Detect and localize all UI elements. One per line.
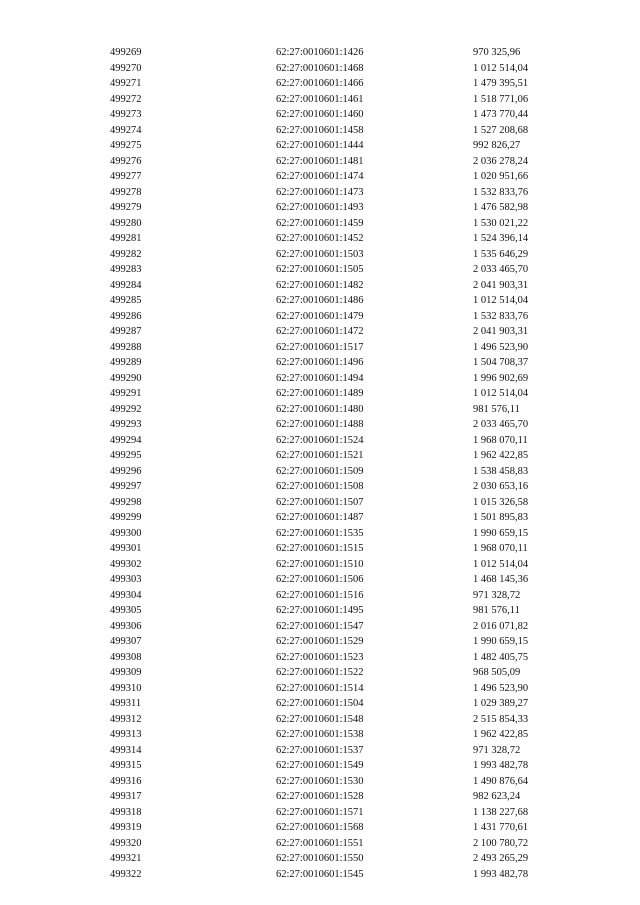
table-row (0, 820, 640, 836)
table-row (0, 433, 640, 449)
table-row (0, 371, 640, 387)
cadastral-value-cell: 1 138 227,68 (473, 806, 529, 818)
row-number-cell: 499286 (110, 310, 142, 322)
cadastral-value-cell: 1 473 770,44 (473, 109, 529, 120)
table-row (0, 557, 640, 573)
row-number-cell: 499282 (110, 248, 142, 260)
cadastral-number-cell: 62:27:0010601:1481 (276, 155, 364, 167)
cadastral-number-cell: 62:27:0010601:1503 (276, 248, 364, 260)
cadastral-value-cell: 1 482 405,75 (473, 651, 529, 663)
cadastral-number-cell: 62:27:0010601:1549 (276, 760, 364, 771)
cadastral-value-cell: 1 524 396,14 (473, 233, 529, 244)
table-row (0, 123, 640, 139)
row-number-cell: 499271 (110, 78, 142, 89)
row-number-cell: 499285 (110, 295, 142, 306)
table-row (0, 805, 640, 821)
table-row (0, 650, 640, 666)
table-row (0, 107, 640, 123)
cadastral-number-cell: 62:27:0010601:1524 (276, 434, 364, 446)
cadastral-value-cell: 1 490 876,64 (473, 775, 529, 787)
cadastral-value-cell: 2 016 071,82 (473, 620, 529, 632)
table-row (0, 758, 640, 774)
cadastral-value-cell: 1 468 145,36 (473, 574, 529, 585)
table-row (0, 603, 640, 619)
cadastral-value-cell: 2 041 903,31 (473, 326, 529, 337)
cadastral-number-cell: 62:27:0010601:1472 (276, 326, 364, 337)
table-row (0, 231, 640, 247)
cadastral-value-cell: 1 535 646,29 (473, 248, 529, 260)
row-number-cell: 499309 (110, 667, 142, 678)
table-row (0, 309, 640, 325)
cadastral-number-cell: 62:27:0010601:1489 (276, 388, 364, 399)
row-number-cell: 499310 (110, 682, 142, 694)
cadastral-value-cell: 1 968 070,11 (473, 543, 528, 554)
cadastral-value-cell: 981 576,11 (473, 605, 520, 616)
cadastral-number-cell: 62:27:0010601:1479 (276, 310, 364, 322)
row-number-cell: 499280 (110, 217, 142, 229)
table-row (0, 448, 640, 464)
row-number-cell: 499273 (110, 109, 142, 120)
cadastral-value-cell: 1 527 208,68 (473, 124, 529, 136)
row-number-cell: 499319 (110, 822, 142, 833)
cadastral-number-cell: 62:27:0010601:1473 (276, 186, 364, 198)
cadastral-value-cell: 1 496 523,90 (473, 341, 529, 353)
row-number-cell: 499272 (110, 93, 142, 105)
cadastral-value-cell: 971 328,72 (473, 589, 521, 601)
row-number-cell: 499317 (110, 791, 142, 802)
row-number-cell: 499304 (110, 589, 142, 601)
table-row (0, 836, 640, 852)
cadastral-value-cell: 2 030 653,16 (473, 481, 529, 492)
row-number-cell: 499284 (110, 279, 142, 291)
table-row (0, 278, 640, 294)
cadastral-number-cell: 62:27:0010601:1515 (276, 543, 364, 554)
cadastral-value-cell: 1 020 951,66 (473, 171, 529, 182)
cadastral-value-cell: 1 496 523,90 (473, 682, 529, 694)
cadastral-value-cell: 1 431 770,61 (473, 822, 529, 833)
row-number-cell: 499320 (110, 837, 142, 849)
table-row (0, 138, 640, 154)
table-row (0, 743, 640, 759)
table-row (0, 402, 640, 418)
row-number-cell: 499313 (110, 729, 142, 740)
cadastral-number-cell: 62:27:0010601:1505 (276, 264, 364, 275)
row-number-cell: 499322 (110, 868, 142, 880)
table-row (0, 464, 640, 480)
cadastral-number-cell: 62:27:0010601:1496 (276, 357, 364, 368)
row-number-cell: 499292 (110, 403, 142, 415)
cadastral-value-cell: 1 538 458,83 (473, 465, 529, 477)
table-row (0, 665, 640, 681)
cadastral-value-cell: 970 325,96 (473, 47, 521, 58)
cadastral-number-cell: 62:27:0010601:1568 (276, 822, 364, 833)
cadastral-number-cell: 62:27:0010601:1452 (276, 233, 364, 244)
cadastral-value-cell: 1 518 771,06 (473, 93, 529, 105)
cadastral-value-cell: 1 993 482,78 (473, 760, 529, 771)
cadastral-value-cell: 2 033 465,70 (473, 419, 529, 430)
row-number-cell: 499300 (110, 527, 142, 539)
cadastral-value-cell: 2 100 780,72 (473, 837, 529, 849)
row-number-cell: 499275 (110, 140, 142, 151)
row-number-cell: 499279 (110, 202, 142, 213)
cadastral-value-cell: 992 826,27 (473, 140, 521, 151)
cadastral-number-cell: 62:27:0010601:1506 (276, 574, 364, 585)
cadastral-value-cell: 1 962 422,85 (473, 450, 529, 461)
cadastral-value-cell: 1 012 514,04 (473, 558, 529, 570)
cadastral-number-cell: 62:27:0010601:1494 (276, 372, 364, 384)
cadastral-value-cell: 1 532 833,76 (473, 310, 529, 322)
table-row (0, 510, 640, 526)
row-number-cell: 499303 (110, 574, 142, 585)
cadastral-number-cell: 62:27:0010601:1517 (276, 341, 364, 353)
row-number-cell: 499316 (110, 775, 142, 787)
row-number-cell: 499289 (110, 357, 142, 368)
row-number-cell: 499288 (110, 341, 142, 353)
row-number-cell: 499297 (110, 481, 142, 492)
cadastral-value-cell: 1 012 514,04 (473, 62, 529, 74)
cadastral-number-cell: 62:27:0010601:1510 (276, 558, 364, 570)
cadastral-number-cell: 62:27:0010601:1495 (276, 605, 364, 616)
row-number-cell: 499287 (110, 326, 142, 337)
table-row (0, 340, 640, 356)
table-row (0, 696, 640, 712)
cadastral-number-cell: 62:27:0010601:1444 (276, 140, 364, 151)
cadastral-value-cell: 971 328,72 (473, 744, 521, 756)
table-row (0, 774, 640, 790)
cadastral-number-cell: 62:27:0010601:1571 (276, 806, 364, 818)
cadastral-value-cell: 1 012 514,04 (473, 295, 529, 306)
cadastral-number-cell: 62:27:0010601:1514 (276, 682, 364, 694)
cadastral-value-cell: 1 990 659,15 (473, 527, 529, 539)
table-row (0, 154, 640, 170)
row-number-cell: 499315 (110, 760, 142, 771)
row-number-cell: 499293 (110, 419, 142, 430)
cadastral-number-cell: 62:27:0010601:1551 (276, 837, 364, 849)
row-number-cell: 499295 (110, 450, 142, 461)
cadastral-value-cell: 1 015 326,58 (473, 496, 529, 508)
table-row (0, 572, 640, 588)
cadastral-value-cell: 1 962 422,85 (473, 729, 529, 740)
cadastral-value-cell: 1 504 708,37 (473, 357, 529, 368)
cadastral-value-cell: 2 493 265,29 (473, 853, 529, 864)
cadastral-value-cell: 1 476 582,98 (473, 202, 529, 213)
cadastral-value-table (0, 45, 640, 882)
cadastral-number-cell: 62:27:0010601:1486 (276, 295, 364, 306)
cadastral-number-cell: 62:27:0010601:1474 (276, 171, 364, 182)
row-number-cell: 499294 (110, 434, 142, 446)
cadastral-value-cell: 1 501 895,83 (473, 512, 529, 523)
table-row (0, 92, 640, 108)
row-number-cell: 499318 (110, 806, 142, 818)
table-row (0, 541, 640, 557)
row-number-cell: 499305 (110, 605, 142, 616)
cadastral-number-cell: 62:27:0010601:1523 (276, 651, 364, 663)
table-row (0, 324, 640, 340)
cadastral-number-cell: 62:27:0010601:1460 (276, 109, 364, 120)
table-row (0, 200, 640, 216)
table-row (0, 262, 640, 278)
cadastral-number-cell: 62:27:0010601:1458 (276, 124, 364, 136)
cadastral-number-cell: 62:27:0010601:1530 (276, 775, 364, 787)
row-number-cell: 499301 (110, 543, 142, 554)
cadastral-number-cell: 62:27:0010601:1535 (276, 527, 364, 539)
row-number-cell: 499274 (110, 124, 142, 136)
row-number-cell: 499290 (110, 372, 142, 384)
cadastral-number-cell: 62:27:0010601:1507 (276, 496, 364, 508)
table-row (0, 588, 640, 604)
table-row (0, 851, 640, 867)
row-number-cell: 499269 (110, 47, 142, 58)
table-row (0, 867, 640, 883)
row-number-cell: 499276 (110, 155, 142, 167)
row-number-cell: 499281 (110, 233, 142, 244)
table-row (0, 417, 640, 433)
cadastral-number-cell: 62:27:0010601:1488 (276, 419, 364, 430)
row-number-cell: 499270 (110, 62, 142, 74)
cadastral-number-cell: 62:27:0010601:1459 (276, 217, 364, 229)
table-row (0, 293, 640, 309)
table-row (0, 712, 640, 728)
row-number-cell: 499321 (110, 853, 142, 864)
cadastral-number-cell: 62:27:0010601:1509 (276, 465, 364, 477)
table-row (0, 495, 640, 511)
row-number-cell: 499306 (110, 620, 142, 632)
table-row (0, 479, 640, 495)
row-number-cell: 499311 (110, 698, 142, 709)
cadastral-number-cell: 62:27:0010601:1538 (276, 729, 364, 740)
table-row (0, 45, 640, 61)
cadastral-value-cell: 2 515 854,33 (473, 713, 529, 725)
cadastral-value-cell: 1 479 395,51 (473, 78, 529, 89)
row-number-cell: 499299 (110, 512, 142, 523)
cadastral-number-cell: 62:27:0010601:1545 (276, 868, 364, 880)
cadastral-number-cell: 62:27:0010601:1516 (276, 589, 364, 601)
row-number-cell: 499314 (110, 744, 142, 756)
table-row (0, 61, 640, 77)
table-row (0, 355, 640, 371)
cadastral-number-cell: 62:27:0010601:1550 (276, 853, 364, 864)
cadastral-value-cell: 2 041 903,31 (473, 279, 529, 291)
cadastral-number-cell: 62:27:0010601:1487 (276, 512, 364, 523)
cadastral-number-cell: 62:27:0010601:1493 (276, 202, 364, 213)
row-number-cell: 499302 (110, 558, 142, 570)
cadastral-number-cell: 62:27:0010601:1529 (276, 636, 364, 647)
cadastral-value-cell: 1 532 833,76 (473, 186, 529, 198)
table-row (0, 619, 640, 635)
cadastral-value-cell: 1 996 902,69 (473, 372, 529, 384)
cadastral-number-cell: 62:27:0010601:1461 (276, 93, 364, 105)
row-number-cell: 499291 (110, 388, 142, 399)
cadastral-number-cell: 62:27:0010601:1528 (276, 791, 364, 802)
row-number-cell: 499283 (110, 264, 142, 275)
cadastral-value-cell: 1 968 070,11 (473, 434, 528, 446)
table-row (0, 386, 640, 402)
cadastral-number-cell: 62:27:0010601:1522 (276, 667, 364, 678)
table-row (0, 216, 640, 232)
cadastral-value-cell: 1 012 514,04 (473, 388, 529, 399)
cadastral-number-cell: 62:27:0010601:1537 (276, 744, 364, 756)
cadastral-value-cell: 968 505,09 (473, 667, 521, 678)
cadastral-number-cell: 62:27:0010601:1521 (276, 450, 364, 461)
table-row (0, 526, 640, 542)
cadastral-value-cell: 1 029 389,27 (473, 698, 529, 709)
table-row (0, 681, 640, 697)
cadastral-number-cell: 62:27:0010601:1547 (276, 620, 364, 632)
row-number-cell: 499308 (110, 651, 142, 663)
row-number-cell: 499298 (110, 496, 142, 508)
cadastral-value-cell: 981 576,11 (473, 403, 520, 415)
cadastral-number-cell: 62:27:0010601:1480 (276, 403, 364, 415)
cadastral-number-cell: 62:27:0010601:1482 (276, 279, 364, 291)
table-row (0, 789, 640, 805)
table-row (0, 634, 640, 650)
row-number-cell: 499278 (110, 186, 142, 198)
cadastral-number-cell: 62:27:0010601:1426 (276, 47, 364, 58)
cadastral-value-cell: 1 993 482,78 (473, 868, 529, 880)
row-number-cell: 499277 (110, 171, 142, 182)
table-row (0, 185, 640, 201)
cadastral-number-cell: 62:27:0010601:1548 (276, 713, 364, 725)
cadastral-number-cell: 62:27:0010601:1508 (276, 481, 364, 492)
cadastral-value-cell: 1 990 659,15 (473, 636, 529, 647)
cadastral-value-cell: 1 530 021,22 (473, 217, 529, 229)
row-number-cell: 499307 (110, 636, 142, 647)
cadastral-value-cell: 2 033 465,70 (473, 264, 529, 275)
table-row (0, 727, 640, 743)
cadastral-value-cell: 982 623,24 (473, 791, 521, 802)
table-row (0, 76, 640, 92)
row-number-cell: 499296 (110, 465, 142, 477)
cadastral-value-cell: 2 036 278,24 (473, 155, 529, 167)
cadastral-number-cell: 62:27:0010601:1468 (276, 62, 364, 74)
cadastral-number-cell: 62:27:0010601:1504 (276, 698, 364, 709)
table-row (0, 169, 640, 185)
row-number-cell: 499312 (110, 713, 142, 725)
cadastral-number-cell: 62:27:0010601:1466 (276, 78, 364, 89)
table-row (0, 247, 640, 263)
